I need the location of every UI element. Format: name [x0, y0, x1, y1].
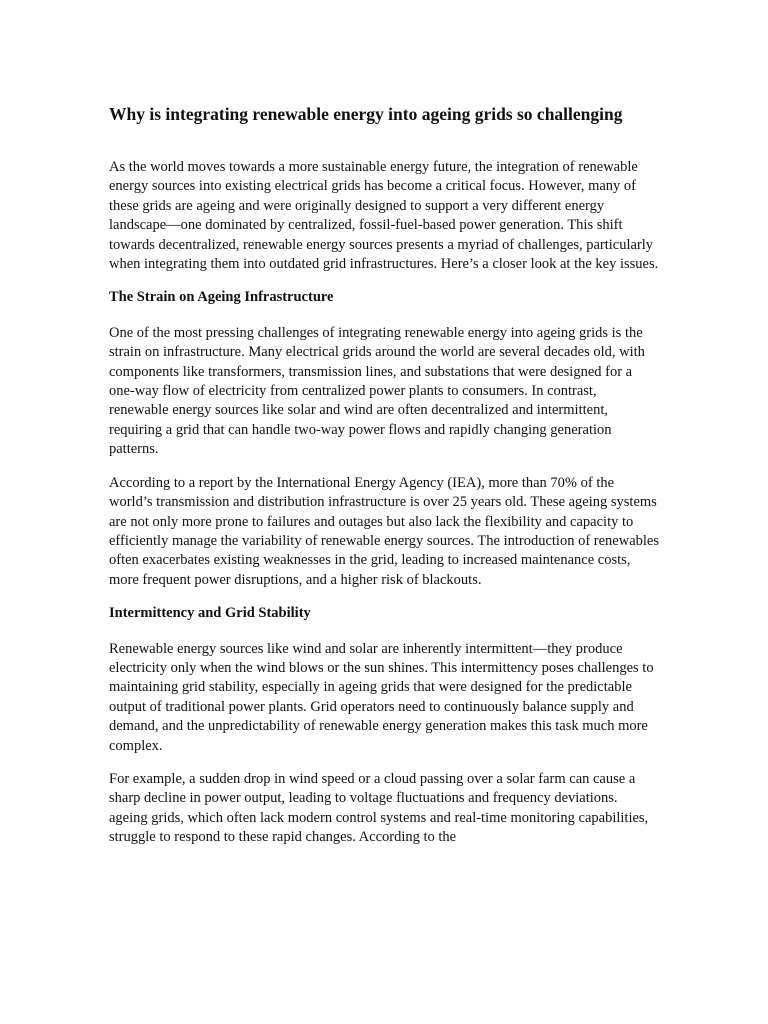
intro-paragraph: As the world moves towards a more sustainable energy future, the integration of renewable energy sources into existing electrical grids has become a critical focus. However, many of these grids are ageing and were originally designed to support a very different energy landscape—one dominated by centralized, fossil-fuel-based power generation. This shift towards decentralized, renewable energy sources presents a myriad of challenges, particularly when integrating them into outdated grid infrastructures. Here’s a closer look at the key issues.	[109, 159, 659, 273]
section-heading-ageing-infrastructure: The Strain on Ageing Infrastructure	[109, 289, 334, 306]
paragraph-ageing-infrastructure-1: One of the most pressing challenges of integrating renewable energy into ageing grids is the strain on infrastructure. Many electrical grids around the world are several decades old, with components like transformers, transmission lines, and substations that were designed for a one-way flow of electricity from centralized power plants to consumers. In contrast, renewable energy sources like solar and wind are often decentralized and intermittent, requiring a grid that can handle two-way power flows and rapidly changing generation patterns.	[109, 324, 645, 458]
document-title: Why is integrating renewable energy into ageing grids so challenging	[109, 104, 623, 124]
document-page	[109, 102, 659, 862]
paragraph-intermittency-1: Renewable energy sources like wind and solar are inherently intermittent—they produce electricity only when the wind blows or the sun shines. This intermittency poses challenges to maintaining grid stability, especially in ageing grids that were designed for the predictable output of traditional power plants. Grid operators need to continuously balance supply and demand, and the unpredictability of renewable energy generation makes this task much more complex.	[109, 640, 654, 754]
paragraph-ageing-infrastructure-2: According to a report by the International Energy Agency (IEA), more than 70% of the world’s transmission and distribution infrastructure is over 25 years old. These ageing systems are not only more prone to failures and outages but also lack the flexibility and capacity to efficiently manage the variability of renewable energy sources. The introduction of renewables often exacerbates existing weaknesses in the grid, leading to increased maintenance costs, more frequent power disruptions, and a higher risk of blackouts.	[109, 474, 659, 588]
section-heading-intermittency: Intermittency and Grid Stability	[109, 605, 311, 622]
paragraph-intermittency-2: For example, a sudden drop in wind speed or a cloud passing over a solar farm can cause a sharp decline in power output, leading to voltage fluctuations and frequency deviations. ageing grids, which often lack modern control systems and real-time monitoring capabilities, struggle to respond to these rapid changes. According to the	[109, 770, 649, 846]
